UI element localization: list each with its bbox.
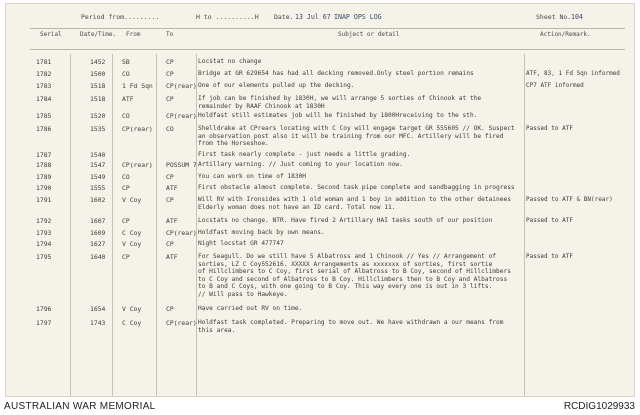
entry-time: 1609 <box>90 229 106 237</box>
entry-subject-line: sorties, LZ C Coy552616. XXXXX Arrangements as xxxxxxx of sorties, first sortie <box>198 260 493 268</box>
entry-to: ATF <box>166 217 178 225</box>
entry-subject <box>198 184 528 192</box>
entry-subject-line: Holdfast task completed. Preparing to move out. We have withdrawn a our means from <box>198 319 504 326</box>
archive-footer <box>0 398 640 415</box>
entry-subject-line: For Seagull. Do we still have 5 Albatross and 1 Chinook // Yes // Arrangement of <box>198 253 497 260</box>
entry-time: 1518 <box>90 95 106 103</box>
entry-time: 1518 <box>90 82 106 90</box>
entry-subject <box>198 319 528 334</box>
col-header-from: From <box>126 31 141 38</box>
entry-time: 1627 <box>90 240 106 248</box>
entry-subject-line: Will RV with Ironsides with 1 old woman and 1 boy in addition to the other detainees <box>198 196 511 203</box>
col-header-date-time: Date/Time. <box>80 31 117 38</box>
entry-serial: 1792 <box>36 217 52 225</box>
date-value: 13 Jul 67 <box>295 13 331 21</box>
entry-subject <box>198 95 528 110</box>
entry-action <box>526 217 634 225</box>
entry-to: CP(rear) <box>166 82 197 90</box>
entry-serial: 1783 <box>36 82 52 90</box>
entry-time: 1452 <box>90 58 106 66</box>
entry-serial: 1786 <box>36 125 52 133</box>
entry-subject <box>198 253 528 299</box>
entry-from: V Coy <box>122 305 142 313</box>
entry-time: 1602 <box>90 196 106 204</box>
entry-from: C Coy <box>122 229 142 237</box>
entry-from: CP(rear) <box>122 161 153 169</box>
entry-from: V Coy <box>122 240 142 248</box>
entry-subject-line: // Will pass to Hawkeye. <box>198 290 288 298</box>
entry-subject-line: Have carried out RV on time. <box>198 305 303 312</box>
entry-serial: 1796 <box>36 305 52 313</box>
entry-serial: 1791 <box>36 196 52 204</box>
entry-action <box>526 82 634 90</box>
entry-to: CP(rear) <box>166 112 197 120</box>
entry-from: CP <box>122 184 130 192</box>
entry-from: CO <box>122 70 130 78</box>
col-header-to: To <box>166 31 174 38</box>
entry-action-line: Passed to ATF <box>526 253 573 260</box>
entry-serial: 1787 <box>36 151 52 159</box>
entry-subject-line: from the Horseshoe. <box>198 140 269 148</box>
header-rule-bottom <box>30 49 625 50</box>
hrs-to-label: H to ..........H <box>196 13 259 21</box>
entry-subject <box>198 82 528 90</box>
entry-to: ATF <box>166 253 178 261</box>
entry-serial: 1789 <box>36 173 52 181</box>
entry-subject <box>198 151 528 159</box>
entry-from: CP <box>122 253 130 261</box>
entry-action-line: Passed to ATF <box>526 217 573 224</box>
entry-to: POSSUM 7 <box>166 161 197 169</box>
entry-to: CP <box>166 173 174 181</box>
entry-time: 1607 <box>90 217 106 225</box>
entry-subject-line: Holdfast still estimates job will be finished by 1800Hreceiving to the sth. <box>198 112 478 119</box>
column-divider <box>112 54 113 396</box>
entry-subject-line: Bridge at GR 629654 has had all decking removed.Only steel portion remains <box>198 70 474 77</box>
entry-subject-line: an observation post also it will be training from our MFC. Artillery will be fired <box>198 132 504 140</box>
entry-serial: 1785 <box>36 112 52 120</box>
entry-subject <box>198 161 528 169</box>
entry-subject-line: First task nearly complete - just needs a little grading. <box>198 151 411 158</box>
col-header-action: Action/Remark. <box>540 31 591 38</box>
sheet-no-value: 104 <box>571 13 583 21</box>
column-divider <box>196 54 197 396</box>
entry-serial: 1788 <box>36 161 52 169</box>
entry-time: 1535 <box>90 125 106 133</box>
entry-from: V Coy <box>122 196 142 204</box>
entry-time: 1500 <box>90 70 106 78</box>
entry-serial: 1784 <box>36 95 52 103</box>
entry-subject-line: to B and C Coys, with one going to B Coy. This way every one is out in 3 lifts. <box>198 283 493 291</box>
entry-time: 1547 <box>90 161 106 169</box>
entry-subject <box>198 112 528 120</box>
entry-subject-line: Holdfast moving back by own means. <box>198 229 325 236</box>
entry-subject <box>198 217 528 225</box>
entry-subject-line: this area. <box>198 326 236 334</box>
log-title: INAP OPS LOG <box>334 13 382 21</box>
entry-subject-line: Night locstat GR 477747 <box>198 240 284 247</box>
entry-action <box>526 70 634 78</box>
entry-action <box>526 253 634 261</box>
entry-time: 1549 <box>90 173 106 181</box>
entry-serial: 1782 <box>36 70 52 78</box>
entry-from: 1 Fd Sqn <box>122 82 153 90</box>
entry-subject <box>198 240 528 248</box>
entry-from: CP <box>122 217 130 225</box>
entry-action <box>526 125 634 133</box>
entry-time: 1640 <box>90 253 106 261</box>
column-divider <box>70 54 71 396</box>
entry-to: CP <box>166 70 174 78</box>
entry-subject-line: Elderly woman does not have an ID card. Total now 11. <box>198 203 396 211</box>
entry-from: ATF <box>122 95 134 103</box>
entry-action <box>526 196 634 204</box>
entry-serial: 1797 <box>36 319 52 327</box>
entry-subject-line: remainder by RAAF Chinook at 1830H <box>198 102 325 110</box>
entry-from: CO <box>122 173 130 181</box>
date-label: Date. <box>274 13 294 21</box>
entry-subject-line: You can work on time of 1830H <box>198 173 307 180</box>
entry-to: CP(rear) <box>166 319 197 327</box>
entry-subject-line: First obstacle almost complete. Second task pipe complete and sandbagging in progress <box>198 184 515 191</box>
column-divider <box>156 54 157 396</box>
entry-subject <box>198 229 528 237</box>
entry-to: CP <box>166 58 174 66</box>
entry-to: CP <box>166 196 174 204</box>
entry-subject-line: Locstat no change <box>198 58 262 65</box>
entry-action-line: ATF, 83, 1 Fd Sqn informed <box>526 70 620 77</box>
entry-to: ATF <box>166 184 178 192</box>
entry-to: CP <box>166 95 174 103</box>
entry-subject-line: Shelldrake at CPrears locating with C Coy will engage target GR 555605 // OK. Suspect <box>198 125 515 132</box>
entry-from: CO <box>122 112 130 120</box>
entry-to: CP <box>166 240 174 248</box>
entry-time: 1555 <box>90 184 106 192</box>
archive-name: AUSTRALIAN WAR MEMORIAL <box>4 401 156 412</box>
col-header-serial: Serial <box>40 31 62 38</box>
entry-from: C Coy <box>122 319 142 327</box>
entry-subject-line: to C Coy and second of Albatross to B Coy. Hillclimbers then to B Coy and Albatross <box>198 275 508 283</box>
log-sheet <box>5 3 635 397</box>
entry-time: 1540 <box>90 151 106 159</box>
entry-serial: 1795 <box>36 253 52 261</box>
entry-action-line: Passed to ATF & BN(rear) <box>526 196 613 203</box>
entry-action-line: CP7 ATF informed <box>526 82 584 89</box>
entry-time: 1743 <box>90 319 106 327</box>
entry-subject-line: If job can be finished by 1830H, we will arrange 5 sorties of Chinook at the <box>198 95 482 102</box>
entry-from: CP(rear) <box>122 125 153 133</box>
entry-to: CO <box>166 125 174 133</box>
entry-subject <box>198 70 528 78</box>
header-rule-top <box>30 28 625 29</box>
entry-serial: 1794 <box>36 240 52 248</box>
entry-subject <box>198 196 528 211</box>
entry-to: CP(rear) <box>166 229 197 237</box>
period-from-label: Period from......... <box>81 13 160 21</box>
entry-action-line: Passed to ATF <box>526 125 573 132</box>
entry-time: 1520 <box>90 112 106 120</box>
entry-subject-line: One of our elements pulled up the decking. <box>198 82 355 89</box>
entry-time: 1654 <box>90 305 106 313</box>
entry-subject-line: Locstats no change. NTR. Have fired 2 Artillary HAI tasks south of our position <box>198 217 493 224</box>
entry-subject <box>198 125 528 148</box>
entry-subject <box>198 58 528 66</box>
entry-subject-line: of Hillclimbers to C Coy, first serial of Albatross to B Coy, second of Hillclimbers <box>198 268 511 276</box>
sheet-no-label: Sheet No. <box>536 13 572 21</box>
entry-serial: 1793 <box>36 229 52 237</box>
entry-serial: 1790 <box>36 184 52 192</box>
entry-serial: 1781 <box>36 58 52 66</box>
entry-subject-line: Artillary warning. // Just coming to your location now. <box>198 161 403 168</box>
archive-reference: RCDIG1029933 <box>563 401 635 412</box>
entry-subject <box>198 305 528 313</box>
entry-subject <box>198 173 528 181</box>
entry-from: 5B <box>122 58 130 66</box>
col-header-subject: Subject or detail <box>338 31 400 38</box>
entry-to: CP <box>166 305 174 313</box>
